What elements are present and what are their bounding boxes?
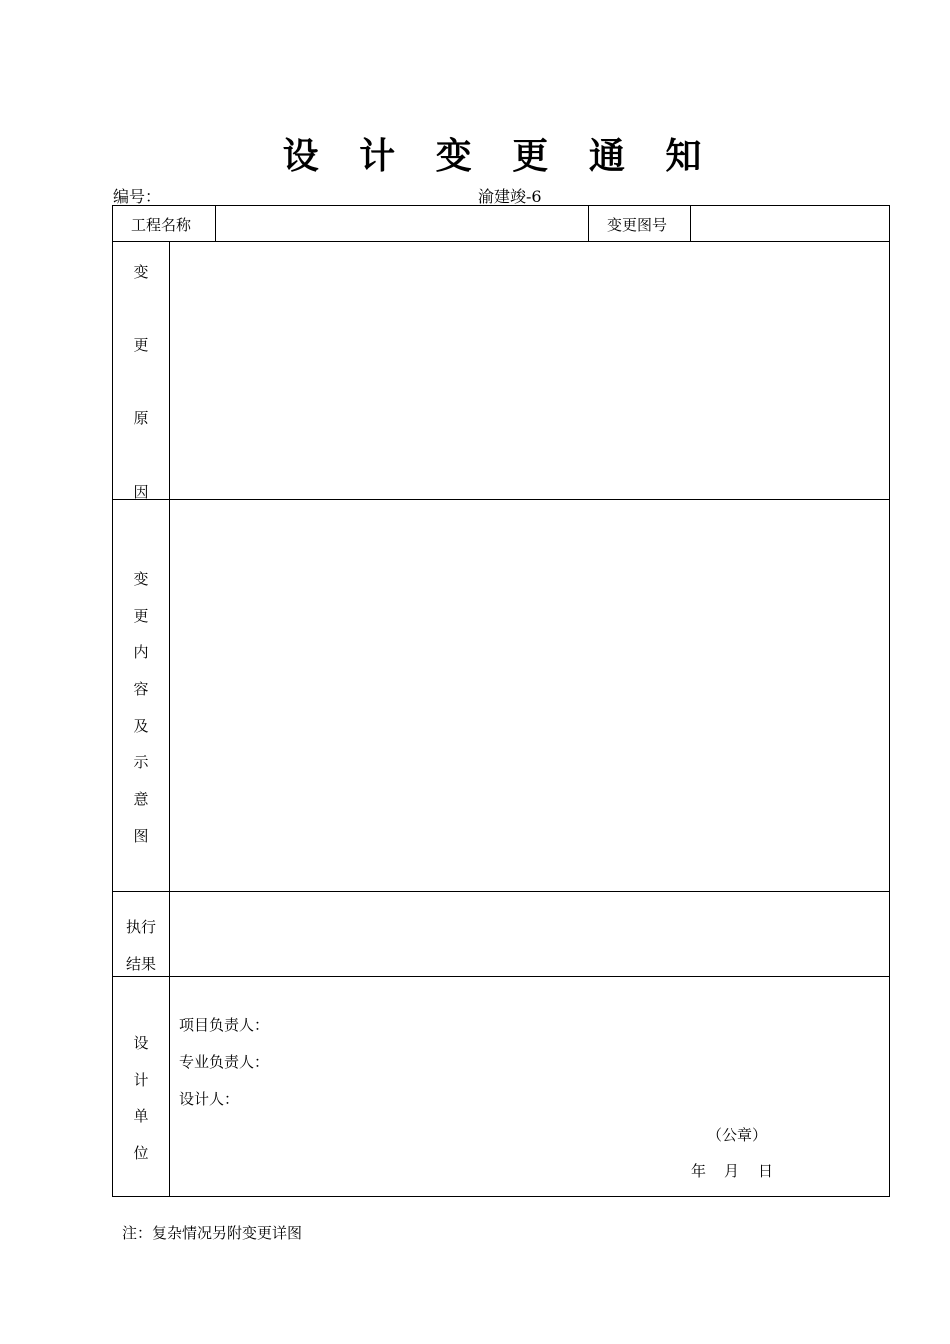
col-divider (215, 206, 216, 241)
reason-label-char: 原 (133, 409, 149, 427)
design-unit-label-char: 计 (133, 1071, 149, 1089)
title-char: 知 (665, 135, 702, 177)
date-day-label: 日 (758, 1162, 774, 1180)
content-label-char: 示 (133, 753, 149, 771)
title-char: 通 (588, 135, 625, 177)
row-divider (113, 891, 889, 892)
change-notice-form (112, 205, 890, 1197)
drawing-no-label: 变更图号 (607, 216, 668, 234)
content-label-char: 及 (133, 717, 149, 735)
design-unit-label-char: 位 (133, 1144, 149, 1162)
official-seal-label: （公章） (707, 1126, 768, 1144)
content-label-char: 变 (133, 570, 149, 588)
title-char: 计 (359, 135, 396, 177)
title-char: 更 (512, 135, 549, 177)
content-label-char: 更 (133, 607, 149, 625)
design-unit-label-char: 单 (133, 1107, 149, 1125)
discipline-lead-label: 专业负责人： (179, 1053, 270, 1071)
col-divider (588, 206, 589, 241)
title-char: 设 (282, 135, 319, 177)
doc-number-value: 渝建竣-6 (478, 187, 542, 206)
doc-number-label: 编号： (113, 187, 162, 206)
result-label-line: 结果 (125, 955, 156, 973)
reason-label-char: 变 (133, 263, 149, 281)
col-divider (690, 206, 691, 241)
design-unit-label-char: 设 (133, 1034, 149, 1052)
row-divider (113, 976, 889, 977)
title-char: 变 (435, 135, 472, 177)
content-label-char: 意 (133, 790, 149, 808)
reason-label-char: 因 (133, 483, 149, 501)
row-divider (113, 499, 889, 500)
row-divider (113, 241, 889, 242)
content-label-char: 内 (133, 643, 149, 661)
content-label-char: 容 (133, 680, 149, 698)
project-lead-label: 项目负责人： (179, 1016, 270, 1034)
page-title (0, 128, 950, 179)
reason-label-char: 更 (133, 336, 149, 354)
designer-label: 设计人： (179, 1090, 240, 1108)
project-name-label: 工程名称 (131, 216, 192, 234)
footnote: 注：复杂情况另附变更详图 (122, 1224, 303, 1242)
col-divider (169, 241, 170, 1196)
content-label-char: 图 (133, 827, 149, 845)
date-year-label: 年 (691, 1162, 707, 1180)
date-month-label: 月 (724, 1162, 740, 1180)
result-label-line: 执行 (125, 918, 156, 936)
